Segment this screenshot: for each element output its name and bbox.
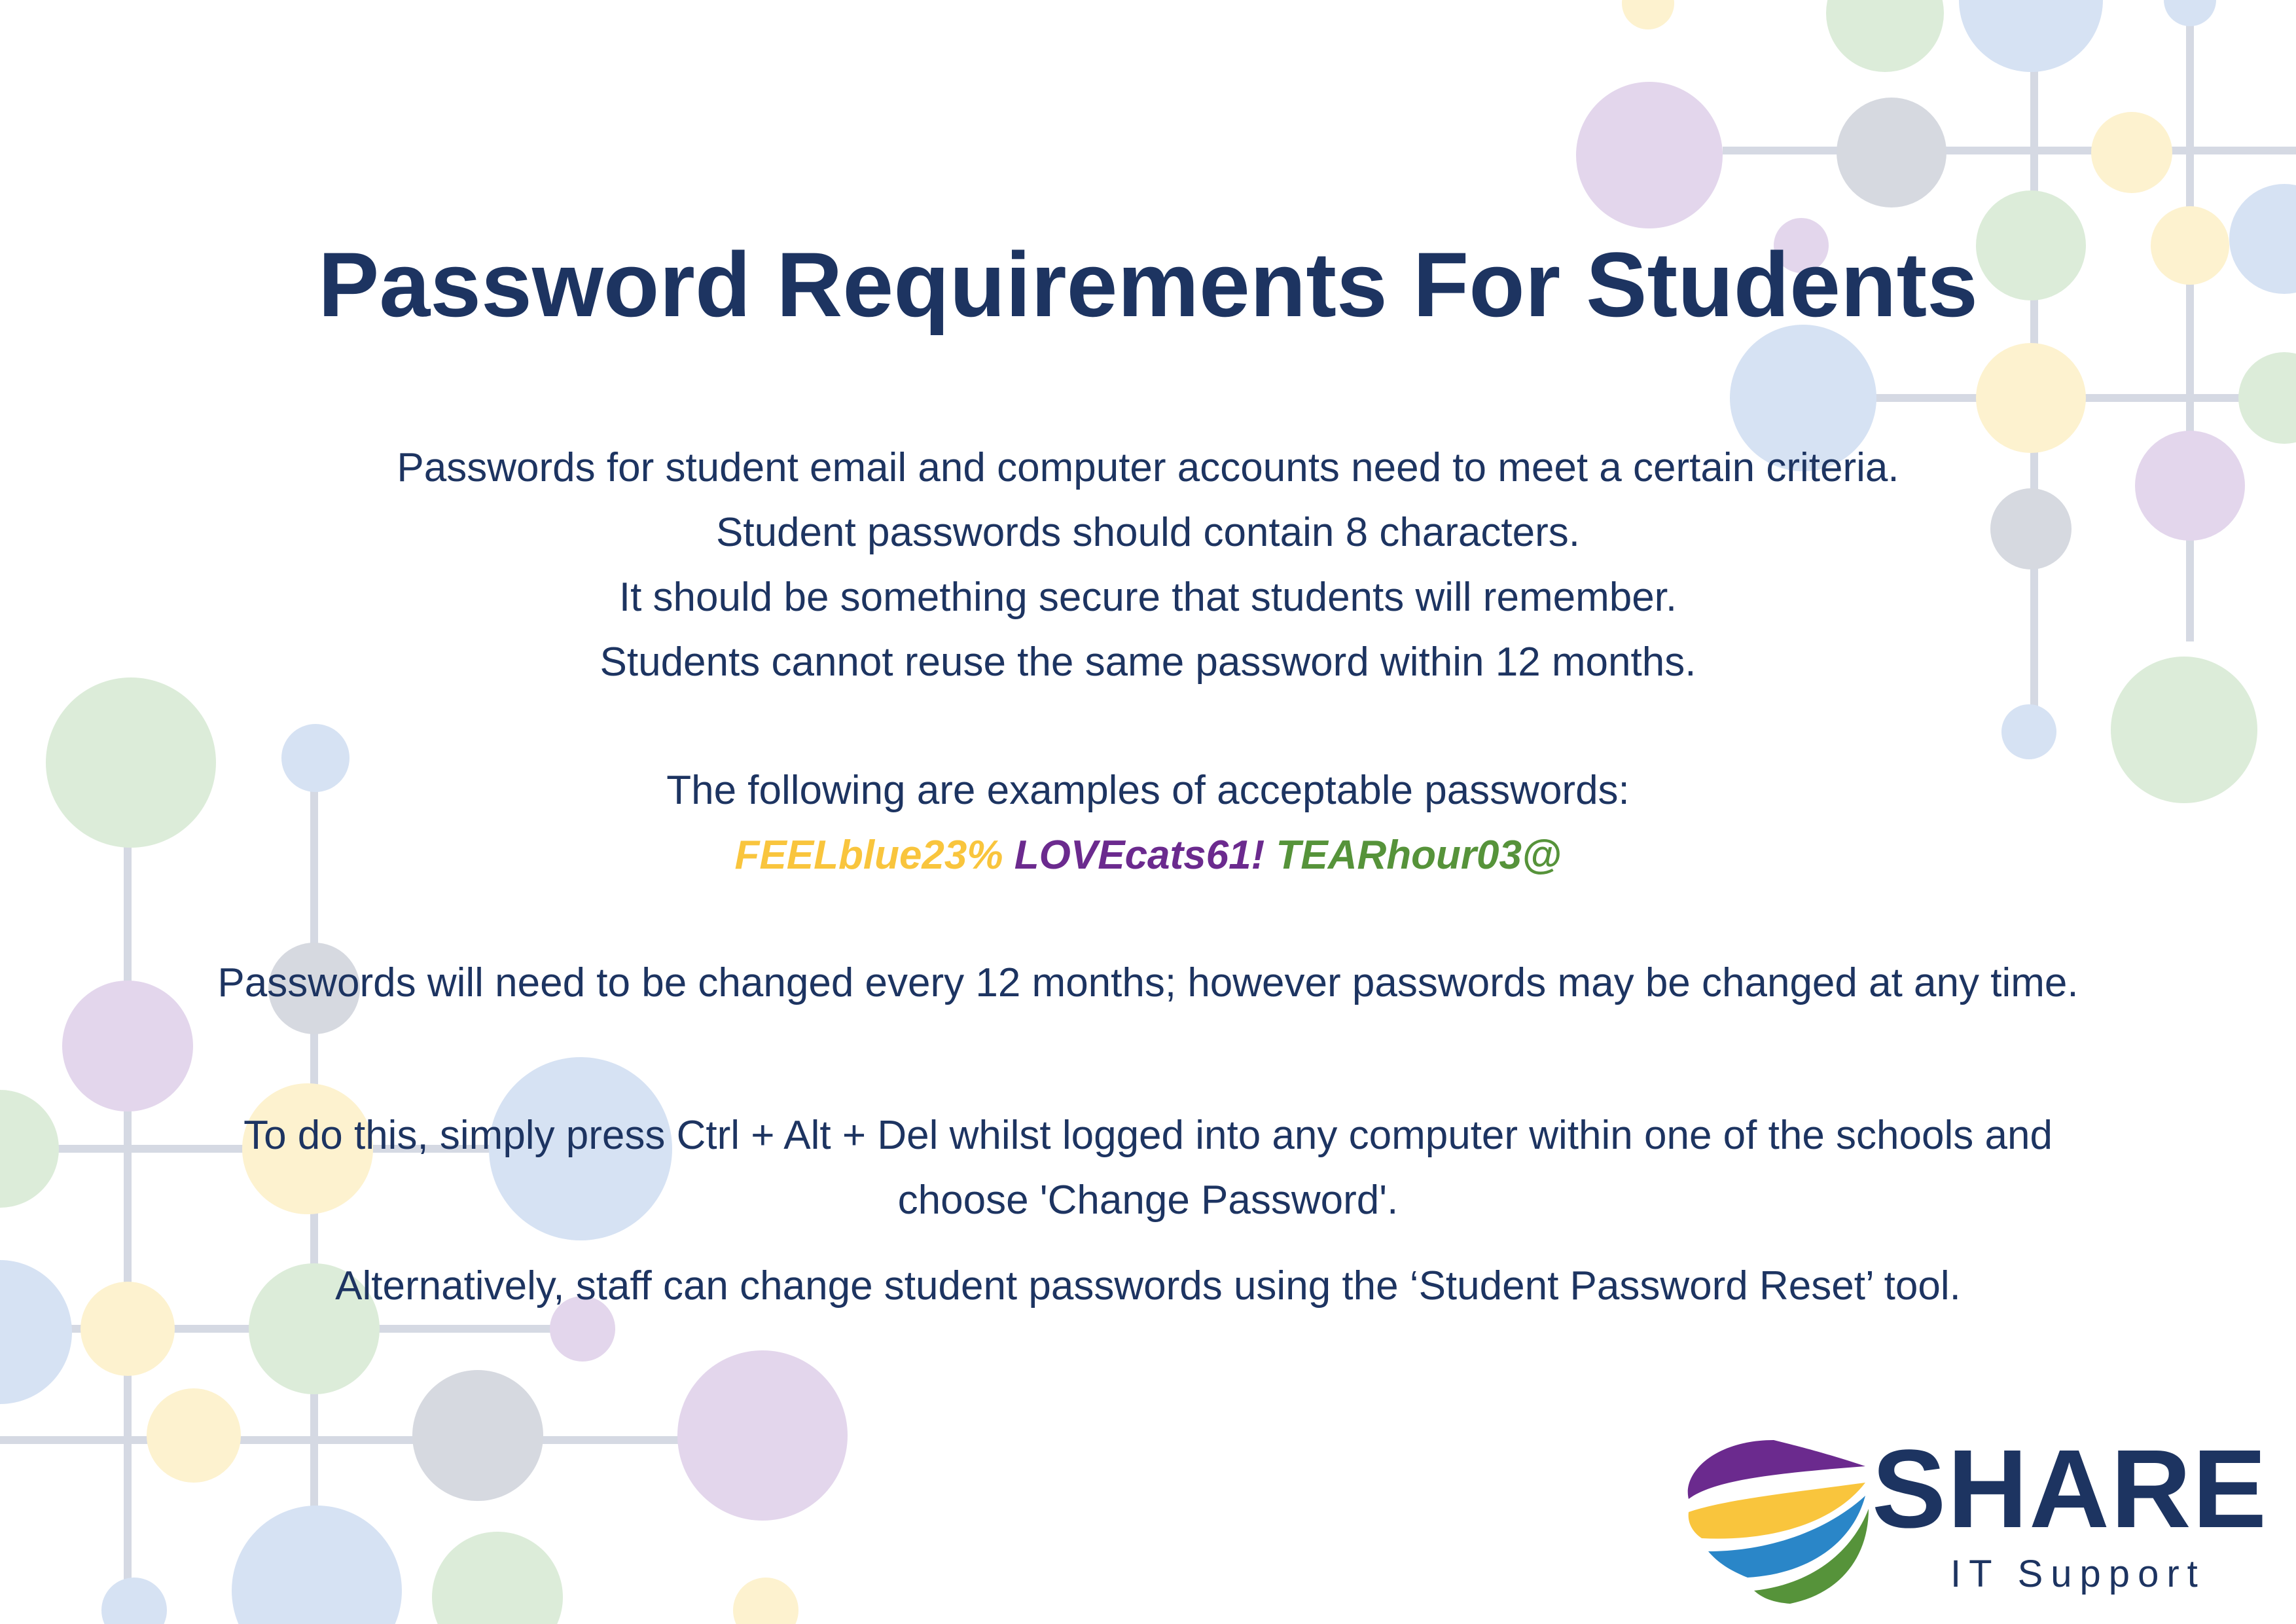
criteria-paragraph — [98, 435, 2198, 695]
page-title: Password Requirements For Students — [317, 233, 1979, 336]
share-logo — [1676, 1427, 2269, 1610]
examples-heading: The following are examples of acceptable passwords: — [666, 768, 1630, 813]
examples-section — [98, 758, 2198, 888]
criteria-line: Students cannot reuse the same password within 12 months. — [600, 640, 1696, 685]
change-frequency-paragraph — [98, 950, 2198, 1015]
criteria-line: Passwords for student email and computer accounts need to meet a certain criteria. — [397, 445, 1899, 490]
change-frequency-text: Passwords will need to be changed every 12 months; however passwords may be changed at any time. — [217, 960, 2079, 1005]
how-to-line: choose 'Change Password'. — [897, 1178, 1399, 1223]
example-password-3: TEARhour03@ — [1276, 833, 1562, 878]
logo-subtitle: IT Support — [1950, 1553, 2206, 1595]
example-password-2: LOVEcats61! — [1014, 833, 1265, 878]
how-to-line: To do this, simply press Ctrl + Alt + Del whilst logged into any computer within one of the schools and — [243, 1113, 2053, 1158]
criteria-line: Student passwords should contain 8 characters. — [716, 510, 1580, 555]
how-to-paragraph — [98, 1103, 2198, 1233]
example-password-1: FEELblue23% — [734, 833, 1003, 878]
logo-wordmark: SHARE — [1872, 1427, 2269, 1551]
alternative-text: Alternatively, staff can change student passwords using the ‘Student Password Reset’ tool. — [335, 1263, 1961, 1308]
example-passwords — [98, 823, 2198, 888]
share-swoosh-icon — [1676, 1427, 1872, 1610]
alternative-paragraph — [98, 1254, 2198, 1318]
criteria-line: It should be something secure that students will remember. — [619, 575, 1677, 620]
